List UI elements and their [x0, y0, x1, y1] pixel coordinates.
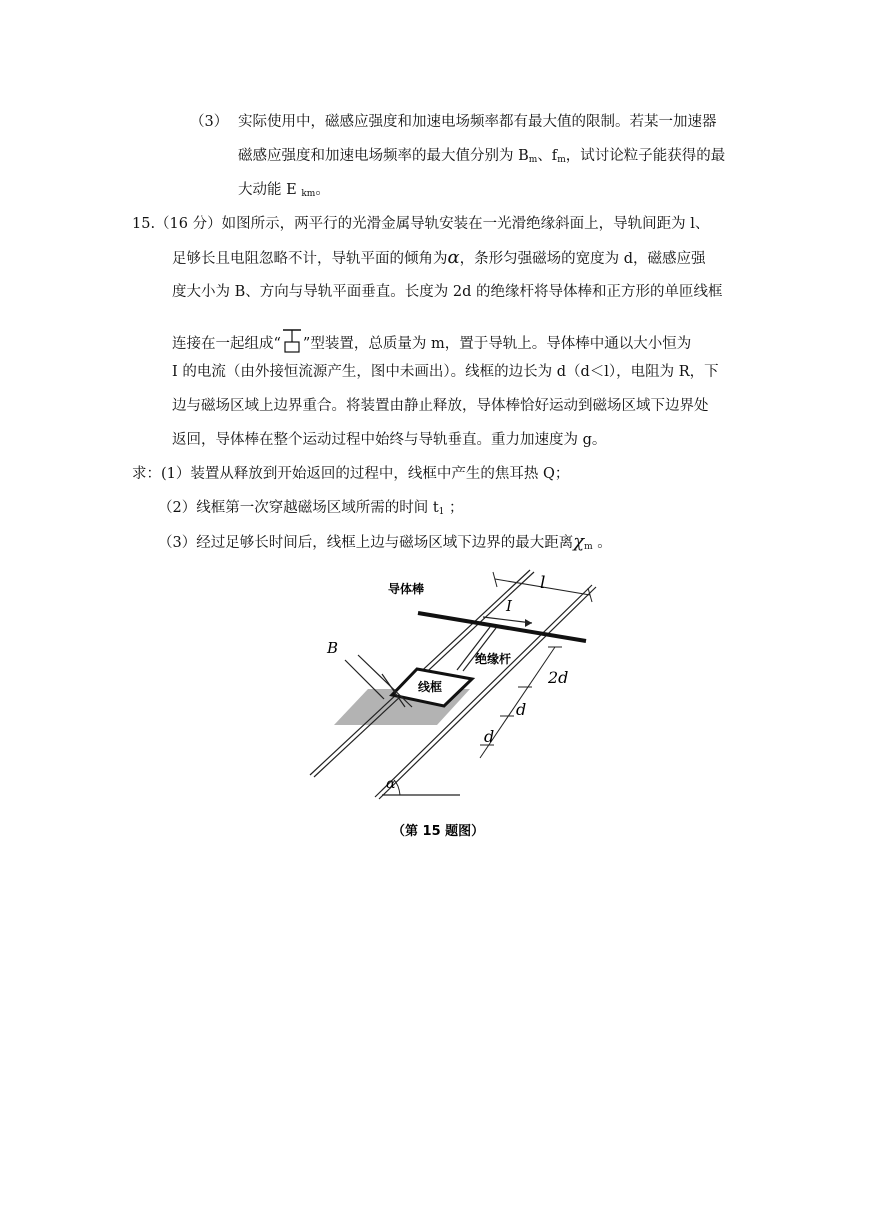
label-alpha: α	[386, 776, 396, 792]
q15-line1: 15.（16 分）如图所示，两平行的光滑金属导轨安装在一光滑绝缘斜面上，导轨间距为 l、	[132, 216, 710, 232]
label-d-upper: d	[516, 700, 527, 719]
chi-symbol: χ	[573, 531, 585, 552]
ask-line2: （2）线框第一次穿越磁场区域所需的时间 $t_1$ ；	[158, 500, 464, 517]
part3-line3: 大动能 E $_{km}$。	[238, 182, 330, 199]
label-wire-frame: 线框	[418, 680, 443, 694]
alpha-symbol: α	[447, 247, 460, 268]
label-d-lower: d	[484, 727, 495, 746]
q15-line5: I 的电流（由外接恒流源产生，图中未画出）。线框的边长为 d（d＜l），电阻为 R，下	[172, 364, 719, 380]
q15-line6: 边与磁场区域上边界重合。将装置由静止释放，导体棒恰好运动到磁场区域下边界处	[172, 398, 709, 414]
label-conductor-rod: 导体棒	[388, 582, 425, 596]
q15-line2: 足够长且电阻忽略不计，导轨平面的倾角为α，条形匀强磁场的宽度为 d，磁感应强	[172, 247, 706, 268]
conductor-rod	[418, 613, 586, 641]
ask-line3: （3）经过足够长时间后，线框上边与磁场区域下边界的最大距离$\chi_m$ 。	[158, 531, 612, 552]
q15-line3: 度大小为 B、方向与导轨平面垂直。长度为 2d 的绝缘杆将导体棒和正方形的单匝线框	[172, 284, 723, 300]
rail-diagram	[300, 565, 630, 850]
q15-line4: 连接在一起组成“ ”型装置，总质量为 m，置于导轨上。导体棒中通以大小恒为	[172, 328, 691, 354]
current-arrow	[483, 617, 532, 623]
device-shape-icon	[281, 328, 303, 354]
label-magnetic-field: B	[327, 639, 339, 657]
label-insulating-bar: 绝缘杆	[475, 652, 512, 666]
part3-number: （3）	[190, 114, 229, 130]
part3-line2: 磁感应强度和加速电场频率的最大值分别为 $B_m$、$f_m$，试讨论粒子能获得的最	[238, 148, 726, 165]
label-2d: 2d	[548, 668, 569, 687]
figure-caption: （第 15 题图）	[392, 824, 485, 839]
part3-line1: 实际使用中，磁感应强度和加速电场频率都有最大值的限制。若某一加速器	[238, 114, 717, 130]
current-arrowhead	[525, 619, 532, 627]
label-current: I	[506, 597, 512, 615]
label-rail-spacing: l	[540, 573, 546, 593]
q15-line7: 返回，导体棒在整个运动过程中始终与导轨垂直。重力加速度为 g。	[172, 432, 607, 448]
ask-line1: 求：(1）装置从释放到开始返回的过程中，线框中产生的焦耳热 Q；	[132, 466, 570, 482]
